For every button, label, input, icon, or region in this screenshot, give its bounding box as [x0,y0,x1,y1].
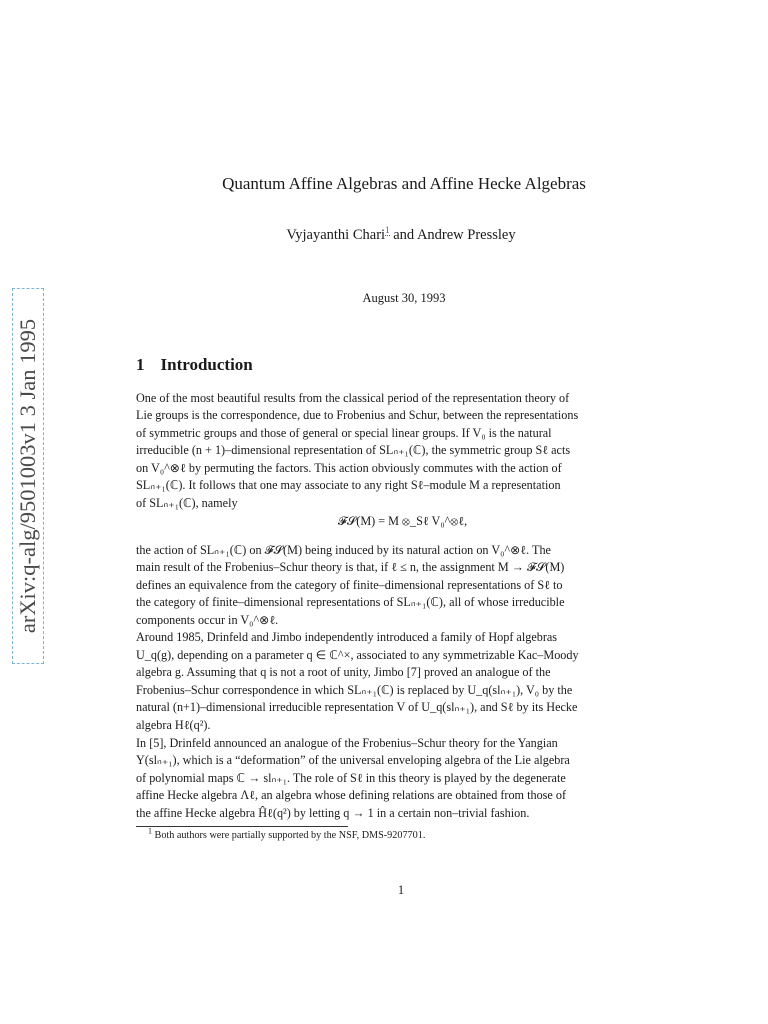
body-line: One of the most beautiful results from the classical period of the representation theory of [136,391,570,405]
paper-date: August 30, 1993 [362,291,446,305]
body-line: Lie groups is the correspondence, due to Frobenius and Schur, between the representations [136,408,579,422]
arxiv-identifier: arXiv:q-alg/9501003v1 3 Jan 1995 [15,318,40,634]
body-line: the affine Hecke algebra Ĥℓ(q²) by letting q → 1 in a certain non–trivial fashion. [136,806,530,820]
body-line: U_q(g), depending on a parameter q ∈ ℂ^×, associated to any symmetrizable Kac–Moody [136,648,579,662]
body-line: In [5], Drinfeld announced an analogue of the Frobenius–Schur theory for the Yangian [136,736,558,750]
section-heading [136,355,253,375]
section-title: Introduction [160,355,253,374]
body-line: irreducible (n + 1)–dimensional representation of SLₙ₊₁(ℂ), the symmetric group Sℓ acts [136,443,571,457]
body-line: Frobenius–Schur correspondence in which SLₙ₊₁(ℂ) is replaced by U_q(slₙ₊₁), V₀ by the [136,683,573,697]
display-equation: 𝓕𝓢(M) = M ⊗_Sℓ V₀^⊗ℓ, [337,514,468,528]
body-line: algebra Hℓ(q²). [136,718,211,732]
authors [0,225,768,244]
body-line: of symmetric groups and those of general or special linear groups. If V₀ is the natural [136,426,552,440]
body-line: the action of SLₙ₊₁(ℂ) on 𝓕𝓢(M) being induced by its natural action on V₀^⊗ℓ. The [136,543,551,557]
body-line: algebra g. Assuming that q is not a root of unity, Jimbo [7] proved an analogue of the [136,665,551,679]
footnote-text: Both authors were partially supported by the NSF, DMS-9207701. [154,830,426,841]
footnote-link[interactable]: 1 [385,225,390,235]
body-line: the category of finite–dimensional representations of SLₙ₊₁(ℂ), all of whose irreducible [136,595,565,609]
body-line: SLₙ₊₁(ℂ). It follows that one may associate to any right Sℓ–module M a representation [136,478,561,492]
body-line: natural (n+1)–dimensional irreducible representation V of U_q(slₙ₊₁), and Sℓ by its Hecke [136,700,578,714]
footnote-mark: 1 [148,826,152,836]
footnote [148,826,426,841]
body-line: affine Hecke algebra Λℓ, an algebra whose defining relations are obtained from those of [136,788,567,802]
body-line: Y(slₙ₊₁), which is a “deformation” of the universal enveloping algebra of the Lie algebra [136,753,570,767]
body-line: Around 1985, Drinfeld and Jimbo independently introduced a family of Hopf algebras [136,630,558,644]
author-first: Vyjayanthi Chari [286,226,386,243]
body-line: on V₀^⊗ℓ by permuting the factors. This action obviously commutes with the action of [136,461,562,475]
body-line: defines an equivalence from the category of finite–dimensional representations of Sℓ to [136,578,563,592]
body-line: of polynomial maps ℂ → slₙ₊₁. The role of Sℓ in this theory is played by the degenerate [136,771,566,785]
arxiv-stamp [12,288,44,664]
body-line: main result of the Frobenius–Schur theory is that, if ℓ ≤ n, the assignment M → 𝓕𝓢(M) [136,560,565,574]
page-number: 1 [397,883,405,897]
author-rest: and Andrew Pressley [389,226,516,243]
paper-title: Quantum Affine Algebras and Affine Hecke Algebras [222,174,586,193]
section-number: 1 [136,355,145,374]
body-line: components occur in V₀^⊗ℓ. [136,613,279,627]
body-line: of SLₙ₊₁(ℂ), namely [136,496,238,510]
footnote-rule [136,826,348,827]
